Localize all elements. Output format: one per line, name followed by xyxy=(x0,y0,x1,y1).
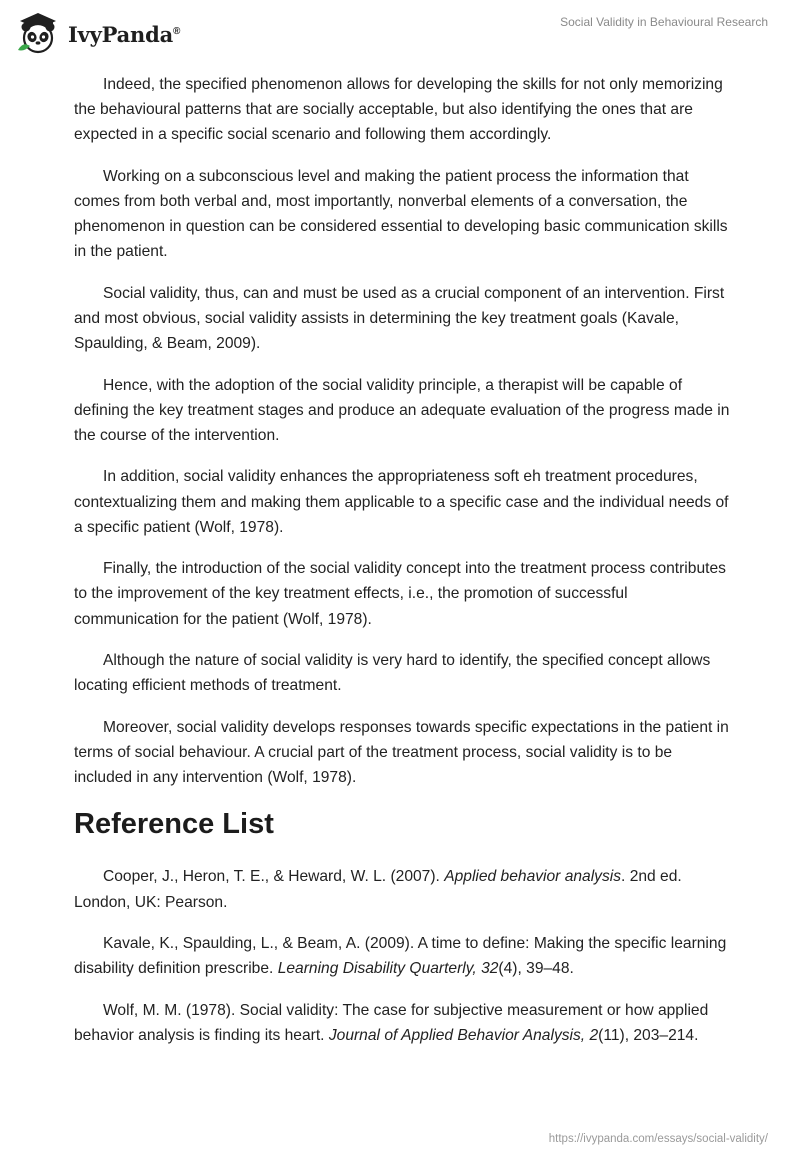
document-title: Social Validity in Behavioural Research xyxy=(560,15,768,29)
body-paragraph: Finally, the introduction of the social validity concept into the treatment process contributes to the improvement of the key treatment effects, i.e., the promotion of successful communication for the patient (Wolf, 1978). xyxy=(74,560,726,628)
body-paragraph: In addition, social validity enhances the appropriateness soft eh treatment procedures, contextualizing them and making them applicable to a specific case and the individual needs of a specific patient (Wolf, 1978). xyxy=(74,468,729,536)
brand-name: IvyPanda® xyxy=(68,21,181,47)
body-paragraph: Hence, with the adoption of the social validity principle, a therapist will be capable of defining the key treatment stages and produce an adequate evaluation of the progress made in the course of the intervention. xyxy=(74,376,730,444)
body-paragraph: Social validity, thus, can and must be used as a crucial component of an intervention. First and most obvious, social validity assists in determining the key treatment goals (Kavale, Spaulding, & Beam, 2009). xyxy=(74,284,725,353)
panda-logo-icon xyxy=(14,8,62,56)
body-paragraph: Moreover, social validity develops responses towards specific expectations in the patient in terms of social behaviour. A crucial part of the treatment process, social validity is to be included in any intervention (Wolf, 1978). xyxy=(74,718,729,786)
body-paragraph: Although the nature of social validity is very hard to identify, the specified concept allows locating efficient methods of treatment. xyxy=(74,651,711,695)
reference-list-heading: Reference List xyxy=(74,808,274,841)
reference-entry: Kavale, K., Spaulding, L., & Beam, A. (2009). A time to define: Making the specific learning disability definition prescribe. Learning Disability Quarterly, 32(4), 39–48. xyxy=(74,934,727,978)
reference-entry: Wolf, M. M. (1978). Social validity: The case for subjective measurement or how applied behavior analysis is finding its heart. Journal of Applied Behavior Analysis, 2(11), 203–214. xyxy=(74,1001,709,1044)
brand-logo[interactable] xyxy=(14,8,180,56)
body-paragraph: Indeed, the specified phenomenon allows for developing the skills for not only memorizing the behavioural patterns that are socially acceptable, but also identifying the ones that are expected in a specific social scenario and following them accordingly. xyxy=(74,76,723,144)
essay-body xyxy=(74,72,734,1064)
body-paragraph: Working on a subconscious level and making the patient process the information that comes from both verbal and, most importantly, nonverbal elements of a conversation, the phenomenon in question can be considered essential to developing basic communication skills in the patient. xyxy=(74,167,728,261)
reference-entry: Cooper, J., Heron, T. E., & Heward, W. L. (2007). Applied behavior analysis. 2nd ed. London, UK: Pearson. xyxy=(74,868,682,911)
source-url-link[interactable]: https://ivypanda.com/essays/social-validity/ xyxy=(548,1133,768,1145)
page-header xyxy=(0,0,800,62)
